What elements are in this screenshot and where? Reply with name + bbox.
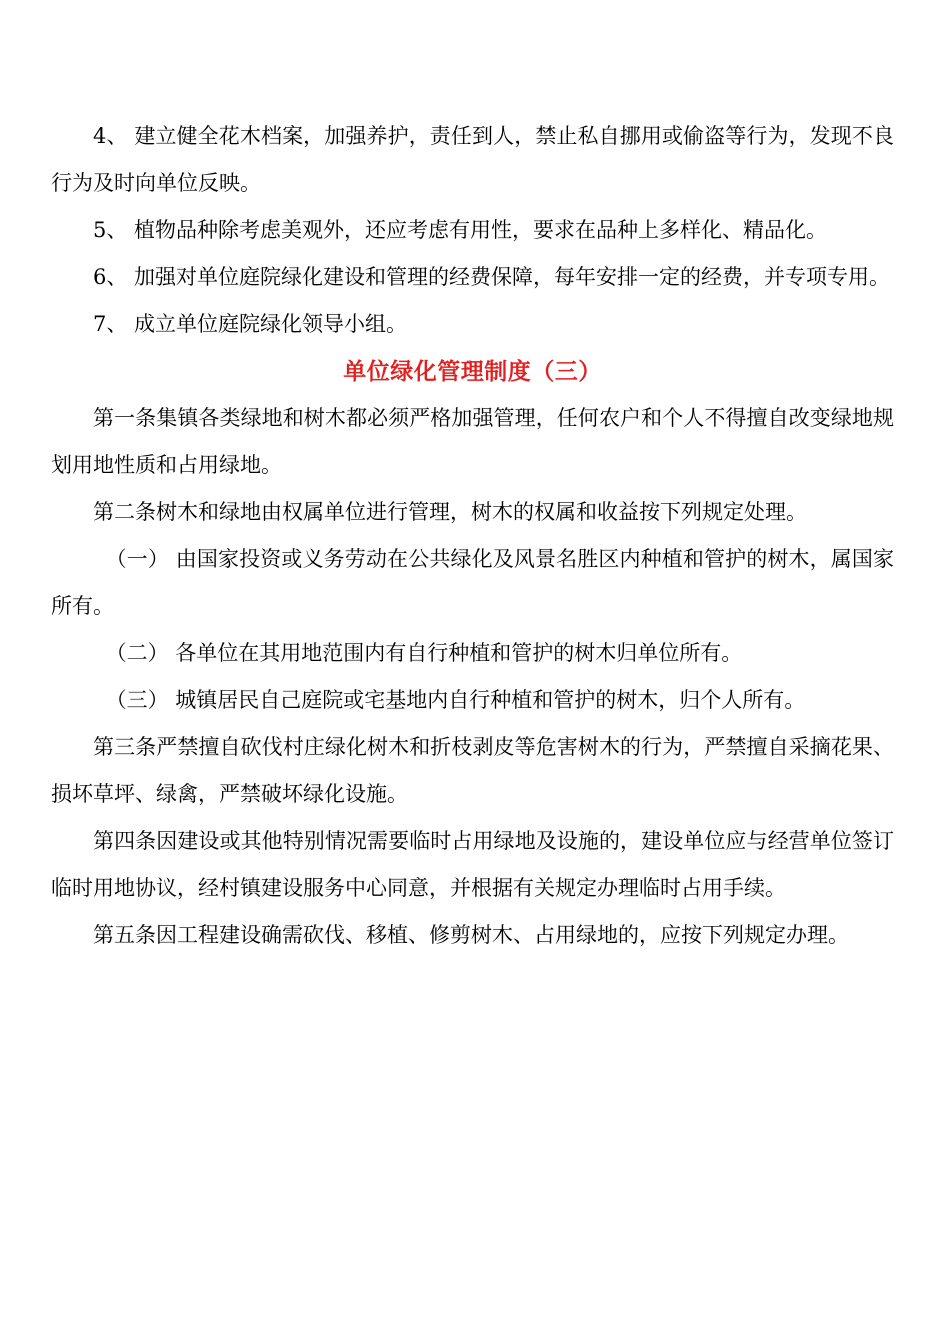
article-2-clause-2: （二） 各单位在其用地范围内有自行种植和管护的树木归单位所有。 [105, 641, 743, 665]
article-2-clause-1: （一） 由国家投资或义务劳动在公共绿化及风景名胜区内种植和管护的树木，属国家所有。 [51, 547, 894, 618]
paragraph-item-5: 5、 植物品种除考虑美观外，还应考虑有用性，要求在品种上多样化、精品化。 [93, 218, 828, 242]
article-2-clause-3: （三） 城镇居民自己庭院或宅基地内自行种植和管护的树木，归个人所有。 [105, 688, 806, 712]
article-4: 第四条因建设或其他特别情况需要临时占用绿地及设施的，建设单位应与经营单位签订临时用地协议，经村镇建设服务中心同意，并根据有关规定办理临时占用手续。 [51, 829, 894, 900]
article-5: 第五条因工程建设确需砍伐、移植、修剪树木、占用绿地的，应按下列规定办理。 [93, 923, 849, 947]
paragraph-item-4: 4、 建立健全花木档案，加强养护，责任到人，禁止私自挪用或偷盗等行为，发现不良行为及时向单位反映。 [51, 124, 894, 195]
article-2: 第二条树木和绿地由权属单位进行管理，树木的权属和收益按下列规定处理。 [93, 500, 807, 524]
article-1: 第一条集镇各类绿地和树木都必须严格加强管理，任何农户和个人不得擅自改变绿地规划用地性质和占用绿地。 [51, 406, 894, 477]
paragraph-item-7: 7、 成立单位庭院绿化领导小组。 [93, 312, 408, 336]
document-page [51, 113, 894, 959]
paragraph-item-6: 6、 加强对单位庭院绿化建设和管理的经费保障，每年安排一定的经费，并专项专用。 [93, 265, 891, 289]
section-heading: 单位绿化管理制度（三） [343, 358, 602, 385]
article-3: 第三条严禁擅自砍伐村庄绿化树木和折枝剥皮等危害树木的行为，严禁擅自采摘花果、损坏草坪、绿禽，严禁破坏绿化设施。 [51, 735, 894, 806]
